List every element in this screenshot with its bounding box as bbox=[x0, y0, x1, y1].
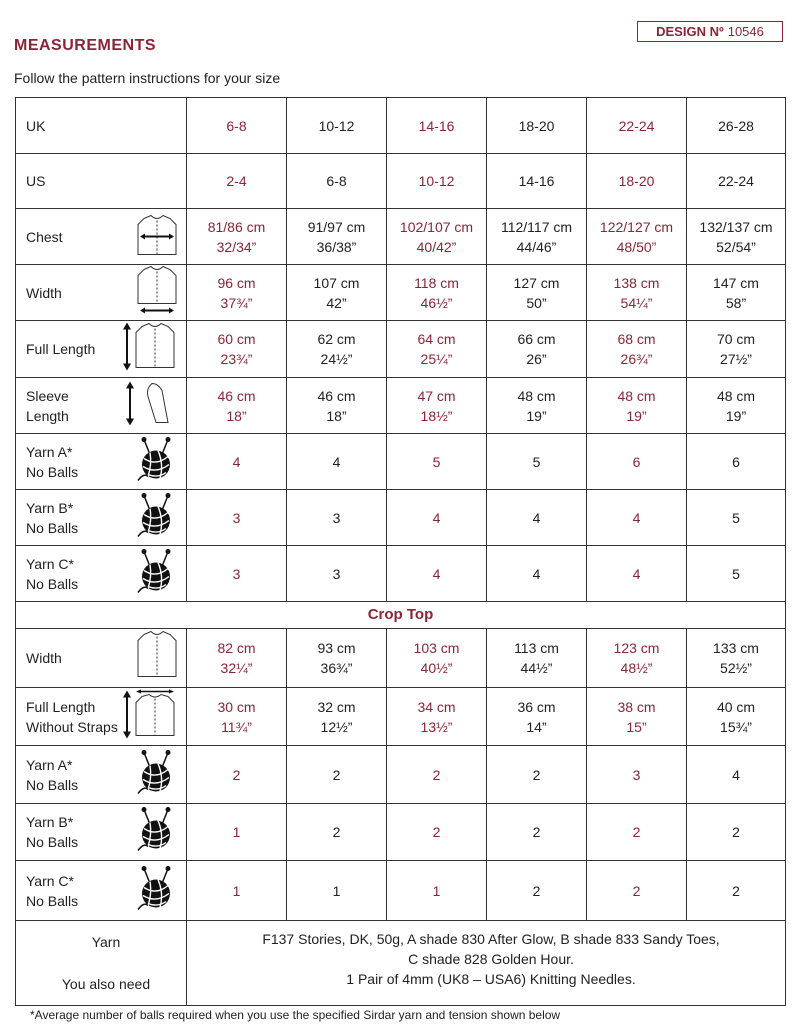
table-row bbox=[16, 861, 786, 921]
cell-value: 19” bbox=[526, 407, 547, 424]
size-cell bbox=[487, 154, 587, 209]
cell-value: 2 bbox=[732, 824, 740, 840]
cell-value: 1 bbox=[432, 882, 441, 899]
size-cell bbox=[387, 154, 487, 209]
row-label-text: No Balls bbox=[26, 463, 79, 480]
size-cell bbox=[387, 378, 487, 434]
size-cell bbox=[587, 804, 687, 861]
cell-value: 48½” bbox=[620, 660, 653, 676]
cell-value: 22-24 bbox=[618, 117, 655, 134]
crop-length-measure-icon bbox=[122, 689, 178, 744]
size-cell bbox=[687, 629, 786, 688]
cell-value: 37¾” bbox=[220, 294, 253, 311]
size-cell bbox=[187, 378, 287, 434]
design-number-badge bbox=[637, 21, 783, 42]
cell-value: 18” bbox=[326, 407, 347, 424]
cell-value: 32 cm bbox=[317, 698, 356, 715]
row-label bbox=[16, 546, 187, 602]
size-cell bbox=[587, 98, 687, 154]
table-row bbox=[16, 265, 786, 321]
crop-top-heading: Crop Top bbox=[16, 602, 786, 629]
size-cell bbox=[487, 434, 587, 490]
table-row bbox=[16, 209, 786, 265]
cell-value: 22-24 bbox=[718, 173, 754, 189]
cell-value: 42” bbox=[326, 294, 347, 311]
row-label bbox=[16, 629, 187, 688]
cell-value: 70 cm bbox=[716, 331, 756, 347]
cell-value: 5 bbox=[432, 453, 441, 470]
row-label bbox=[16, 378, 187, 434]
cell-value: 2 bbox=[332, 824, 341, 840]
size-cell bbox=[587, 378, 687, 434]
cell-value: 54¼” bbox=[620, 294, 653, 311]
cell-value: 2 bbox=[432, 766, 441, 783]
size-cell bbox=[187, 154, 287, 209]
cell-value: 64 cm bbox=[417, 331, 456, 347]
cell-value: 26” bbox=[526, 351, 547, 367]
size-cell bbox=[587, 629, 687, 688]
row-label-text: Sleeve bbox=[26, 387, 69, 404]
cell-value: 4 bbox=[332, 453, 341, 470]
size-cell bbox=[187, 265, 287, 321]
footnote: *Average number of balls required when you use the specified Sirdar yarn and tension shown below bbox=[30, 1008, 561, 1022]
size-cell bbox=[387, 98, 487, 154]
size-cell bbox=[687, 98, 786, 154]
cell-value: 6 bbox=[732, 453, 740, 470]
size-cell bbox=[387, 321, 487, 378]
row-label-text: Width bbox=[26, 650, 62, 666]
cell-value: 40½” bbox=[420, 660, 453, 676]
size-cell bbox=[287, 265, 387, 321]
size-cell bbox=[687, 546, 786, 602]
row-label-text: Width bbox=[26, 284, 62, 301]
size-cell bbox=[487, 546, 587, 602]
cell-value: 12½” bbox=[320, 718, 353, 735]
cell-value: 4 bbox=[632, 509, 641, 526]
width-measure-icon bbox=[136, 265, 178, 320]
table-row bbox=[16, 321, 786, 378]
row-label-text: Yarn C* bbox=[26, 555, 74, 572]
size-cell bbox=[187, 804, 287, 861]
cell-value: 46½” bbox=[420, 294, 453, 311]
cell-value: 48 cm bbox=[617, 387, 656, 404]
cell-value: 15¾” bbox=[720, 718, 752, 735]
size-cell bbox=[487, 209, 587, 265]
cell-value: 48 cm bbox=[716, 387, 756, 404]
page-title: MEASUREMENTS bbox=[14, 37, 157, 54]
size-cell bbox=[387, 546, 487, 602]
cell-value: 10-12 bbox=[418, 173, 455, 189]
cell-value: 107 cm bbox=[313, 274, 360, 291]
row-label-text: No Balls bbox=[26, 834, 79, 850]
cell-value: 4 bbox=[432, 565, 441, 582]
row-label-text: Full Length bbox=[26, 341, 96, 357]
row-label-text: US bbox=[26, 173, 46, 189]
cell-value: 13½” bbox=[420, 718, 453, 735]
cell-value: 44½” bbox=[520, 660, 553, 676]
row-label-text: Yarn B* bbox=[26, 499, 74, 516]
cell-value: 18” bbox=[226, 407, 247, 424]
row-label bbox=[16, 804, 187, 861]
size-cell bbox=[687, 154, 786, 209]
yarn-info-labels bbox=[16, 921, 187, 1006]
size-cell bbox=[687, 490, 786, 546]
table-row bbox=[16, 490, 786, 546]
row-label bbox=[16, 209, 187, 265]
cell-value: 6 bbox=[632, 453, 641, 470]
size-cell bbox=[487, 861, 587, 921]
size-cell bbox=[287, 434, 387, 490]
size-cell bbox=[587, 321, 687, 378]
size-cell bbox=[487, 98, 587, 154]
size-cell bbox=[287, 321, 387, 378]
cell-value: 32/34” bbox=[216, 238, 257, 255]
cell-value: 3 bbox=[632, 766, 641, 783]
row-label-text: No Balls bbox=[26, 519, 79, 536]
size-cell bbox=[187, 861, 287, 921]
subtitle: Follow the pattern instructions for your size bbox=[14, 70, 281, 86]
cell-value: 82 cm bbox=[217, 640, 256, 656]
size-cell bbox=[187, 629, 287, 688]
size-cell bbox=[687, 265, 786, 321]
size-cell bbox=[387, 746, 487, 804]
cell-value: 132/137 cm bbox=[699, 218, 773, 235]
cell-value: 5 bbox=[532, 453, 541, 470]
cell-value: 26¾” bbox=[620, 351, 653, 367]
size-cell bbox=[487, 746, 587, 804]
table-row bbox=[16, 629, 786, 688]
cell-value: 112/117 cm bbox=[500, 218, 573, 235]
size-cell bbox=[487, 804, 587, 861]
cell-value: 23¾” bbox=[220, 351, 253, 367]
size-cell bbox=[587, 688, 687, 746]
row-label bbox=[16, 490, 187, 546]
size-cell bbox=[587, 434, 687, 490]
cell-value: 18½” bbox=[420, 407, 453, 424]
cell-value: 26-28 bbox=[718, 117, 754, 134]
cell-value: 66 cm bbox=[517, 331, 556, 347]
cell-value: 58” bbox=[725, 294, 747, 311]
cell-value: 123 cm bbox=[613, 640, 660, 656]
cell-value: 36/38” bbox=[316, 238, 357, 255]
cell-value: 4 bbox=[532, 565, 541, 582]
yarn-ball-needles-icon bbox=[134, 749, 178, 800]
cell-value: 147 cm bbox=[713, 274, 759, 291]
cell-value: 68 cm bbox=[617, 331, 656, 347]
cell-value: 18-20 bbox=[618, 173, 655, 189]
row-label bbox=[16, 321, 187, 378]
cell-value: 133 cm bbox=[713, 640, 759, 656]
row-label-text: Yarn A* bbox=[26, 443, 73, 460]
table-row bbox=[16, 98, 786, 154]
size-cell bbox=[287, 746, 387, 804]
measurements-table bbox=[15, 97, 786, 1006]
cell-value: 27½” bbox=[720, 351, 752, 367]
size-cell bbox=[687, 378, 786, 434]
size-cell bbox=[287, 804, 387, 861]
table-row bbox=[16, 154, 786, 209]
cell-value: 34 cm bbox=[417, 698, 456, 715]
cell-value: 2 bbox=[732, 882, 740, 899]
yarn-ball-needles-icon bbox=[134, 436, 178, 487]
cell-value: 4 bbox=[632, 565, 641, 582]
cell-value: 4 bbox=[232, 453, 241, 470]
size-cell bbox=[387, 490, 487, 546]
size-cell bbox=[387, 688, 487, 746]
size-cell bbox=[487, 490, 587, 546]
size-cell bbox=[187, 321, 287, 378]
cell-value: 1 bbox=[232, 824, 241, 840]
cell-value: 2-4 bbox=[226, 173, 247, 189]
full-length-measure-icon bbox=[122, 322, 178, 377]
table-row bbox=[16, 378, 786, 434]
size-cell bbox=[387, 629, 487, 688]
size-cell bbox=[387, 209, 487, 265]
cell-value: 96 cm bbox=[217, 274, 256, 291]
size-cell bbox=[687, 746, 786, 804]
cell-value: 122/127 cm bbox=[599, 218, 674, 235]
design-label: DESIGN Nº bbox=[656, 24, 724, 39]
cell-value: 60 cm bbox=[217, 331, 256, 347]
cell-value: 2 bbox=[632, 882, 641, 899]
row-label bbox=[16, 98, 187, 154]
size-cell bbox=[587, 746, 687, 804]
row-label bbox=[16, 688, 187, 746]
size-cell bbox=[287, 98, 387, 154]
yarn-info-text bbox=[187, 921, 786, 1006]
size-cell bbox=[687, 688, 786, 746]
row-label-text: Full Length bbox=[26, 698, 96, 715]
yarn-ball-needles-icon bbox=[134, 807, 178, 858]
cell-value: 38 cm bbox=[617, 698, 656, 715]
cell-value: 25¼” bbox=[420, 351, 453, 367]
table-row bbox=[16, 746, 786, 804]
yarn-label: Yarn bbox=[91, 934, 121, 950]
cell-value: 127 cm bbox=[513, 274, 560, 291]
cell-value: 14-16 bbox=[518, 173, 555, 189]
size-cell bbox=[187, 434, 287, 490]
size-cell bbox=[687, 861, 786, 921]
size-cell bbox=[487, 265, 587, 321]
cell-value: 52½” bbox=[720, 660, 752, 676]
size-cell bbox=[387, 434, 487, 490]
size-cell bbox=[487, 378, 587, 434]
row-label bbox=[16, 746, 187, 804]
yarn-ball-needles-icon bbox=[134, 865, 178, 916]
cell-value: 2 bbox=[432, 824, 441, 840]
cell-value: 2 bbox=[532, 766, 541, 783]
size-cell bbox=[487, 321, 587, 378]
cell-value: 14-16 bbox=[418, 117, 455, 134]
cell-value: 36¾” bbox=[320, 660, 353, 676]
size-cell bbox=[387, 265, 487, 321]
size-cell bbox=[287, 490, 387, 546]
cell-value: 113 cm bbox=[514, 640, 559, 656]
size-cell bbox=[287, 378, 387, 434]
cell-value: 44/46” bbox=[516, 238, 557, 255]
cell-value: 103 cm bbox=[413, 640, 460, 656]
size-cell bbox=[387, 804, 487, 861]
yarn-ball-needles-icon bbox=[134, 548, 178, 599]
cell-value: 2 bbox=[232, 766, 241, 783]
size-cell bbox=[687, 209, 786, 265]
cell-value: 5 bbox=[732, 509, 740, 526]
cell-value: 3 bbox=[232, 565, 241, 582]
cell-value: 50” bbox=[526, 294, 547, 311]
size-cell bbox=[587, 546, 687, 602]
cell-value: 32¼” bbox=[220, 660, 253, 676]
also-need-label: You also need bbox=[61, 976, 151, 992]
row-label-text: No Balls bbox=[26, 776, 79, 793]
row-label bbox=[16, 861, 187, 921]
cell-value: 52/54” bbox=[716, 238, 756, 255]
cell-value: 138 cm bbox=[613, 274, 660, 291]
size-cell bbox=[487, 688, 587, 746]
row-label-text: No Balls bbox=[26, 892, 79, 909]
size-cell bbox=[587, 861, 687, 921]
cell-value: 6-8 bbox=[226, 117, 247, 134]
cell-value: 118 cm bbox=[414, 274, 459, 291]
row-label-text: No Balls bbox=[26, 575, 79, 592]
row-label bbox=[16, 434, 187, 490]
row-label-text: Yarn A* bbox=[26, 756, 73, 773]
cell-value: 40/42” bbox=[416, 238, 457, 255]
row-label bbox=[16, 154, 187, 209]
cell-value: 30 cm bbox=[217, 698, 256, 715]
cell-value: 2 bbox=[532, 882, 541, 899]
size-cell bbox=[187, 98, 287, 154]
cell-value: 47 cm bbox=[417, 387, 456, 404]
cell-value: 36 cm bbox=[517, 698, 556, 715]
design-number: 10546 bbox=[727, 24, 764, 39]
cell-value: 3 bbox=[332, 509, 341, 526]
size-cell bbox=[587, 154, 687, 209]
row-label-text: Length bbox=[26, 407, 69, 424]
chest-measure-icon bbox=[136, 212, 178, 261]
table-row bbox=[16, 688, 786, 746]
size-cell bbox=[187, 546, 287, 602]
yarn-line-2: C shade 828 Golden Hour. bbox=[408, 951, 574, 967]
row-label-text: Chest bbox=[26, 228, 63, 245]
needles-text: 1 Pair of 4mm (UK8 – USA6) Knitting Needles. bbox=[346, 971, 636, 987]
table-row bbox=[16, 804, 786, 861]
cell-value: 1 bbox=[232, 882, 241, 899]
row-label bbox=[16, 265, 187, 321]
cell-value: 93 cm bbox=[317, 640, 356, 656]
size-cell bbox=[187, 688, 287, 746]
cell-value: 2 bbox=[332, 766, 341, 783]
size-cell bbox=[287, 209, 387, 265]
cell-value: 19” bbox=[626, 407, 647, 424]
size-cell bbox=[187, 490, 287, 546]
table-row bbox=[16, 434, 786, 490]
cell-value: 48/50” bbox=[616, 238, 657, 255]
cell-value: 15” bbox=[626, 718, 647, 735]
sleeve-length-icon bbox=[122, 380, 178, 431]
size-cell bbox=[287, 546, 387, 602]
cell-value: 46 cm bbox=[317, 387, 356, 404]
size-cell bbox=[187, 209, 287, 265]
size-cell bbox=[687, 804, 786, 861]
row-label-text: UK bbox=[26, 117, 46, 134]
size-cell bbox=[387, 861, 487, 921]
cell-value: 4 bbox=[432, 509, 441, 526]
size-cell bbox=[587, 209, 687, 265]
row-label-text: Yarn B* bbox=[26, 814, 74, 830]
size-cell bbox=[287, 154, 387, 209]
cell-value: 5 bbox=[732, 565, 740, 582]
cell-value: 24½” bbox=[320, 351, 353, 367]
cell-value: 46 cm bbox=[217, 387, 256, 404]
cell-value: 3 bbox=[232, 509, 241, 526]
size-cell bbox=[287, 688, 387, 746]
cell-value: 14” bbox=[526, 718, 547, 735]
cell-value: 19” bbox=[725, 407, 747, 424]
size-cell bbox=[687, 321, 786, 378]
cell-value: 81/86 cm bbox=[207, 218, 266, 235]
cell-value: 6-8 bbox=[326, 173, 347, 189]
cell-value: 11¾” bbox=[221, 718, 252, 735]
cell-value: 91/97 cm bbox=[307, 218, 366, 235]
size-cell bbox=[287, 861, 387, 921]
row-label-text: Without Straps bbox=[26, 718, 118, 735]
cell-value: 3 bbox=[332, 565, 341, 582]
table-row bbox=[16, 546, 786, 602]
size-cell bbox=[587, 490, 687, 546]
size-cell bbox=[187, 746, 287, 804]
yarn-line-1: F137 Stories, DK, 50g, A shade 830 After Glow, B shade 833 Sandy Toes, bbox=[262, 931, 720, 947]
cell-value: 1 bbox=[332, 882, 341, 899]
cell-value: 102/107 cm bbox=[399, 218, 474, 235]
cell-value: 4 bbox=[532, 509, 541, 526]
cell-value: 4 bbox=[732, 766, 740, 783]
garment-outline-icon bbox=[136, 631, 178, 686]
size-cell bbox=[687, 434, 786, 490]
cell-value: 18-20 bbox=[518, 117, 555, 134]
cell-value: 10-12 bbox=[318, 117, 355, 134]
cell-value: 2 bbox=[532, 824, 541, 840]
row-label-text: Yarn C* bbox=[26, 872, 74, 889]
cell-value: 40 cm bbox=[716, 698, 756, 715]
size-cell bbox=[287, 629, 387, 688]
cell-value: 48 cm bbox=[517, 387, 556, 404]
yarn-ball-needles-icon bbox=[134, 492, 178, 543]
size-cell bbox=[587, 265, 687, 321]
size-cell bbox=[487, 629, 587, 688]
cell-value: 62 cm bbox=[317, 331, 356, 347]
cell-value: 2 bbox=[632, 824, 641, 840]
